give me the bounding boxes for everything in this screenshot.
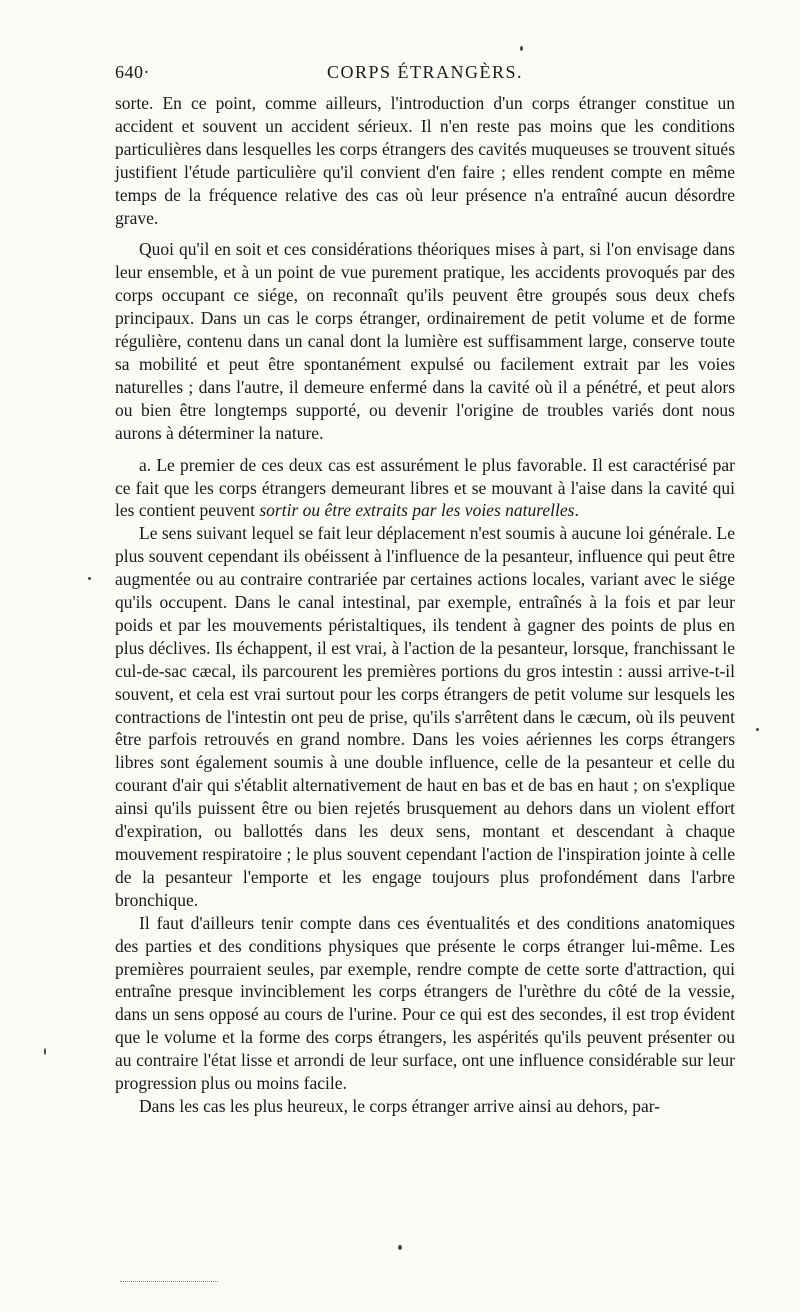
paragraph: Le sens suivant lequel se fait leur déplacement n'est soumis à aucune loi générale. Le plus souvent cependant ils obéissent à l'influence de la pesanteur, influence qui peut être augmentée ou au contraire contrariée par certaines actions locales, variant avec le siége qu'ils occupent. Dans le canal intestinal, par exemple, entraînés à la fois et par leur poids et par les mouvements péristaltiques, ils tendent à gagner des points de plus en plus déclives. Ils échappent, il est vrai, à l'action de la pesanteur, lorsque, franchissant le cul-de-sac cæcal, ils parcourent les premières portions du gros intestin : aussi arrive-t-il souvent, et cela est vrai surtout pour les corps étrangers de petit volume sur lesquels les contractions de l'intestin ont peu de prise, qu'ils s'arrêtent dans le cæcum, où ils peuvent être parfois retrouvés en grand nombre. Dans les voies aériennes les corps étrangers libres sont également soumis à une double influence, celle de la pesanteur et celle du courant d'air qui s'établit alternativement de haut en bas et de bas en haut ; on s'explique ainsi qu'ils puissent être ou bien rejetés brusquement au dehors dans un violent effort d'expiration, ou ballottés dans les deux sens, montant et descendant à chaque mouvement respiratoire ; le plus souvent cependant l'action de l'inspiration jointe à celle de la pesanteur l'emporte et les engage toujours plus profondément dans l'arbre bronchique.: [115, 523, 735, 910]
print-speck: [520, 46, 523, 51]
paragraph-case-a: [115, 454, 735, 523]
paragraph-continuation: sorte. En ce point, comme ailleurs, l'introduction d'un corps étranger constitue un accident et souvent un accident sérieux. Il n'en reste pas moins que les conditions particulières dans lesquelles les corps étrangers des cavités muqueuses se trouvent situés justifient l'étude particulière qu'il convient d'en faire ; elles rendent compte en même temps de la fréquence relative des cas où leur présence n'a entraîné aucun désordre grave.: [115, 93, 735, 228]
page-number: 640·: [115, 62, 150, 82]
print-speck: [44, 1048, 46, 1055]
footer-dotted-rule: [120, 1281, 218, 1282]
print-speck: [88, 577, 91, 580]
paragraph-tail: .: [574, 500, 579, 521]
paragraph-emphasis: sortir ou être extraits par les voies naturelles: [259, 500, 575, 521]
print-speck: [756, 728, 759, 731]
paragraph: Il faut d'ailleurs tenir compte dans ces éventualités et des conditions anatomiques des parties et des conditions physiques que présente le corps étranger lui-même. Les premières pourraient seules, par exemple, rendre compte de cette sorte d'attraction, qui entraîne presque invinciblement les corps étrangers de l'urèthre du côté de la vessie, dans un sens opposé au cours de l'urine. Pour ce qui est des secondes, il est trop évident que le volume et la forme des corps étrangers, les aspérités qu'ils peuvent présenter ou au contraire l'état lisse et arrondi de leur surface, ont une influence considérable sur leur progression plus ou moins facile.: [115, 912, 735, 1094]
page-header: [115, 62, 735, 86]
paragraph: Quoi qu'il en soit et ces considérations théoriques mises à part, si l'on envisage dans leur ensemble, et à un point de vue purement pratique, les accidents provoqués par des corps occupant ce siége, on reconnaît qu'ils peuvent être groupés sous deux chefs principaux. Dans un cas le corps étranger, ordinairement de petit volume et de forme régulière, contenu dans un canal dont la lumière est suffisamment large, conserve toute sa mobilité et peut être spontanément expulsé ou facilement extrait par les voies naturelles ; dans l'autre, il demeure enfermé dans la cavité où il a pénétré, et peut alors ou bien être longtemps supporté, ou devenir l'origine de troubles variés dont nous aurons à déterminer la nature.: [115, 239, 735, 443]
paragraph-last: Dans les cas les plus heureux, le corps étranger arrive ainsi au dehors, par-: [139, 1095, 661, 1116]
print-speck: [398, 1245, 402, 1250]
running-title: CORPS ÉTRANGÈRS.: [326, 62, 524, 82]
body-text: [115, 92, 735, 1118]
paragraph-lead: a. Le premier de ces deux cas est assurément le plus favorable. Il est caractérisé par ce fait que les corps étrangers demeurant libres et se mouvant à l'aise dans la cavité qui les contient peuvent: [115, 454, 735, 521]
